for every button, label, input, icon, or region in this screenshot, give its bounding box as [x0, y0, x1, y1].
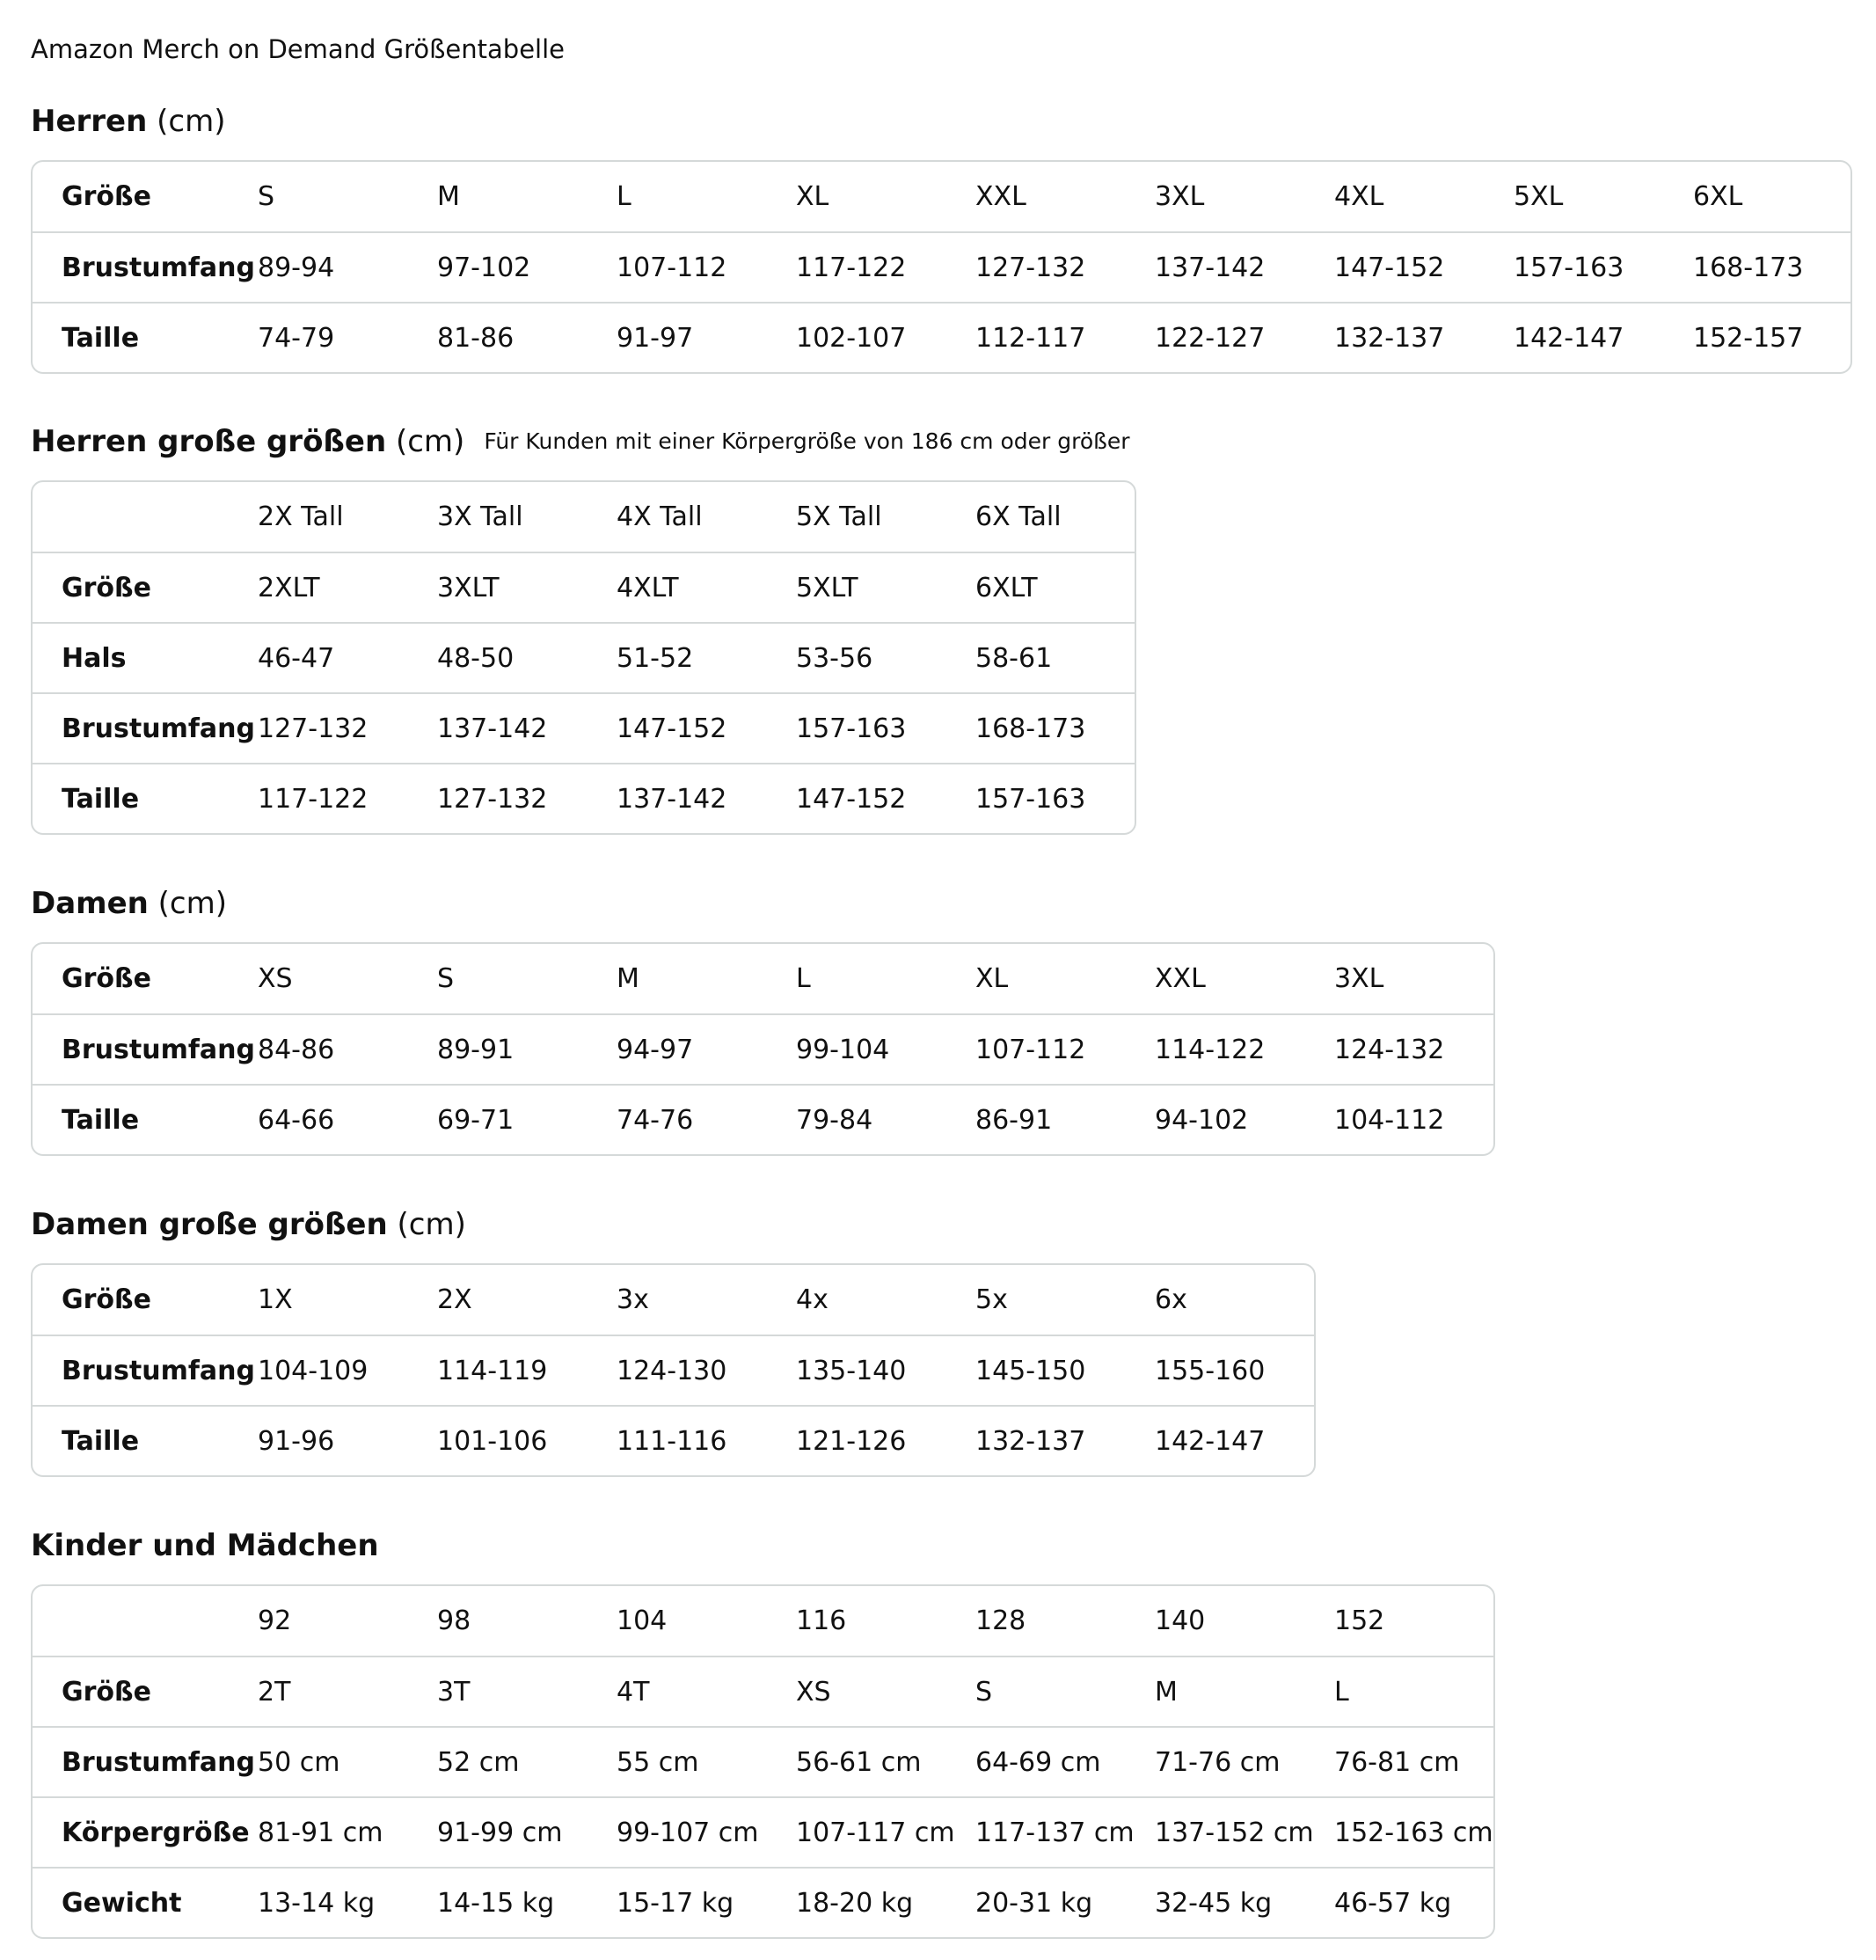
table-cell: 137-152 cm: [1155, 1817, 1314, 1848]
table-cell: 147-152: [617, 713, 727, 744]
table-cell: 137-142: [1155, 252, 1266, 283]
table-cell: 6X Tall: [975, 501, 1062, 532]
table-cell: 15-17 kg: [617, 1887, 734, 1919]
section-unit: (cm): [157, 886, 228, 921]
row-label: Taille: [62, 322, 140, 354]
table-cell: M: [617, 963, 639, 994]
table-row: [33, 1013, 1493, 1084]
table-cell: 3XLT: [437, 572, 500, 603]
row-label: Brustumfang: [62, 252, 255, 283]
table-cell: 124-132: [1334, 1034, 1445, 1065]
section-heading-damen: [31, 886, 227, 921]
row-label: Brustumfang: [62, 1034, 255, 1065]
table-cell: XL: [796, 181, 829, 212]
table-cell: 91-97: [617, 322, 694, 354]
table-cell: L: [617, 181, 631, 212]
table-cell: 97-102: [437, 252, 531, 283]
table-cell: 94-97: [617, 1034, 694, 1065]
table-cell: 3XL: [1334, 963, 1384, 994]
page-title: Amazon Merch on Demand Größentabelle: [31, 34, 565, 64]
table-row: [33, 1796, 1493, 1867]
table-cell: 5X Tall: [796, 501, 882, 532]
table-row: [33, 1405, 1314, 1475]
table-cell: 117-137 cm: [975, 1817, 1135, 1848]
size-table-herren: [31, 160, 1852, 374]
table-cell: XXL: [1155, 963, 1206, 994]
table-cell: XXL: [975, 181, 1026, 212]
table-row: [33, 1335, 1314, 1405]
size-table-herren-große-größen: [31, 480, 1136, 835]
table-row: [33, 1084, 1493, 1154]
table-cell: 107-112: [617, 252, 727, 283]
section-title: Damen große größen: [31, 1207, 388, 1242]
table-cell: 14-15 kg: [437, 1887, 555, 1919]
table-row: [33, 552, 1135, 622]
table-cell: M: [1155, 1676, 1178, 1708]
table-cell: 74-76: [617, 1104, 694, 1136]
table-cell: 89-91: [437, 1034, 515, 1065]
section-unit: (cm): [395, 424, 465, 459]
table-cell: 155-160: [1155, 1355, 1266, 1386]
table-cell: M: [437, 181, 460, 212]
table-cell: 98: [437, 1605, 471, 1636]
table-cell: 46-47: [258, 642, 335, 674]
table-cell: 2T: [258, 1676, 291, 1708]
table-row: [33, 162, 1850, 231]
section-unit: (cm): [397, 1207, 466, 1242]
table-row: [33, 622, 1135, 692]
table-cell: 92: [258, 1605, 292, 1636]
row-label: Brustumfang: [62, 1355, 255, 1386]
table-cell: 168-173: [1693, 252, 1804, 283]
table-cell: 107-117 cm: [796, 1817, 955, 1848]
table-cell: 140: [1155, 1605, 1206, 1636]
table-row: [33, 231, 1850, 302]
table-cell: 104-109: [258, 1355, 369, 1386]
table-cell: 114-119: [437, 1355, 548, 1386]
row-label: Hals: [62, 642, 127, 674]
table-cell: 4XLT: [617, 572, 679, 603]
table-cell: 79-84: [796, 1104, 873, 1136]
section-title: Kinder und Mädchen: [31, 1528, 379, 1563]
table-cell: 6XLT: [975, 572, 1038, 603]
table-cell: 4x: [796, 1284, 829, 1315]
table-cell: 1X: [258, 1284, 293, 1315]
table-cell: 157-163: [975, 783, 1086, 815]
row-label: Größe: [62, 572, 151, 603]
table-cell: 74-79: [258, 322, 335, 354]
table-cell: 122-127: [1155, 322, 1266, 354]
table-row: [33, 302, 1850, 372]
table-cell: S: [975, 1676, 993, 1708]
row-label: Brustumfang: [62, 713, 255, 744]
table-cell: 107-112: [975, 1034, 1086, 1065]
row-label: Taille: [62, 783, 140, 815]
table-cell: 145-150: [975, 1355, 1086, 1386]
table-cell: S: [437, 963, 455, 994]
table-cell: 89-94: [258, 252, 335, 283]
table-cell: 71-76 cm: [1155, 1746, 1281, 1778]
table-cell: 4X Tall: [617, 501, 703, 532]
table-cell: XS: [796, 1676, 831, 1708]
table-cell: S: [258, 181, 275, 212]
table-cell: 135-140: [796, 1355, 907, 1386]
table-cell: 128: [975, 1605, 1026, 1636]
table-cell: 50 cm: [258, 1746, 340, 1778]
table-cell: 112-117: [975, 322, 1086, 354]
table-row: [33, 1656, 1493, 1726]
table-cell: 142-147: [1155, 1425, 1266, 1457]
table-cell: 91-96: [258, 1425, 335, 1457]
table-cell: 4T: [617, 1676, 650, 1708]
table-cell: 132-137: [975, 1425, 1086, 1457]
section-heading-herren-große-größen: [31, 424, 1130, 459]
table-cell: 168-173: [975, 713, 1086, 744]
section-title: Herren: [31, 104, 148, 139]
table-cell: 3T: [437, 1676, 471, 1708]
table-cell: 3X Tall: [437, 501, 523, 532]
table-cell: 137-142: [437, 713, 548, 744]
table-cell: L: [796, 963, 811, 994]
table-cell: 147-152: [796, 783, 907, 815]
table-row: [33, 1726, 1493, 1796]
table-cell: 2X: [437, 1284, 472, 1315]
table-cell: 104-112: [1334, 1104, 1445, 1136]
row-label: Taille: [62, 1104, 140, 1136]
table-row: [33, 1867, 1493, 1937]
table-cell: 152: [1334, 1605, 1385, 1636]
table-cell: 48-50: [437, 642, 515, 674]
table-row: [33, 482, 1135, 552]
table-cell: 53-56: [796, 642, 873, 674]
table-cell: 132-137: [1334, 322, 1445, 354]
row-label: Brustumfang: [62, 1746, 255, 1778]
table-cell: 157-163: [796, 713, 907, 744]
table-cell: 142-147: [1514, 322, 1624, 354]
section-unit: (cm): [157, 104, 226, 139]
size-table-damen: [31, 942, 1495, 1156]
table-cell: L: [1334, 1676, 1349, 1708]
row-label: Gewicht: [62, 1887, 182, 1919]
table-cell: 102-107: [796, 322, 907, 354]
table-cell: 84-86: [258, 1034, 335, 1065]
table-cell: 99-107 cm: [617, 1817, 759, 1848]
table-cell: 4XL: [1334, 181, 1384, 212]
table-cell: 127-132: [437, 783, 548, 815]
table-cell: 56-61 cm: [796, 1746, 922, 1778]
table-cell: 46-57 kg: [1334, 1887, 1452, 1919]
table-cell: 32-45 kg: [1155, 1887, 1273, 1919]
table-cell: 117-122: [258, 783, 369, 815]
table-row: [33, 944, 1493, 1013]
row-label: Größe: [62, 1284, 151, 1315]
table-row: [33, 1265, 1314, 1335]
size-table-damen-große-größen: [31, 1263, 1316, 1477]
table-cell: 18-20 kg: [796, 1887, 914, 1919]
table-cell: 91-99 cm: [437, 1817, 563, 1848]
table-cell: 6x: [1155, 1284, 1187, 1315]
table-cell: 69-71: [437, 1104, 515, 1136]
table-cell: 6XL: [1693, 181, 1743, 212]
table-cell: 3x: [617, 1284, 649, 1315]
table-cell: 3XL: [1155, 181, 1205, 212]
section-heading-damen-große-größen: [31, 1207, 466, 1242]
table-cell: 64-69 cm: [975, 1746, 1101, 1778]
table-cell: 64-66: [258, 1104, 335, 1136]
table-cell: 104: [617, 1605, 668, 1636]
table-cell: 127-132: [258, 713, 369, 744]
table-cell: 137-142: [617, 783, 727, 815]
row-label: Körpergröße: [62, 1817, 250, 1848]
table-row: [33, 1586, 1493, 1656]
section-note: Für Kunden mit einer Körpergröße von 186 cm oder größer: [484, 428, 1130, 454]
table-cell: 127-132: [975, 252, 1086, 283]
row-label: Taille: [62, 1425, 140, 1457]
table-row: [33, 763, 1135, 833]
table-cell: 116: [796, 1605, 847, 1636]
table-cell: 13-14 kg: [258, 1887, 376, 1919]
table-cell: 51-52: [617, 642, 694, 674]
table-cell: 94-102: [1155, 1104, 1249, 1136]
table-cell: 58-61: [975, 642, 1053, 674]
table-cell: 147-152: [1334, 252, 1445, 283]
table-cell: 5x: [975, 1284, 1008, 1315]
table-row: [33, 692, 1135, 763]
table-cell: 76-81 cm: [1334, 1746, 1460, 1778]
table-cell: 81-86: [437, 322, 515, 354]
table-cell: 52 cm: [437, 1746, 520, 1778]
table-cell: 111-116: [617, 1425, 727, 1457]
table-cell: 20-31 kg: [975, 1887, 1093, 1919]
table-cell: 55 cm: [617, 1746, 699, 1778]
table-cell: 2XLT: [258, 572, 320, 603]
section-title: Damen: [31, 886, 149, 921]
table-cell: 124-130: [617, 1355, 727, 1386]
table-cell: XS: [258, 963, 293, 994]
row-label: Größe: [62, 963, 151, 994]
table-cell: 157-163: [1514, 252, 1624, 283]
table-cell: 114-122: [1155, 1034, 1266, 1065]
size-table-kinder-und-mädchen: [31, 1584, 1495, 1939]
table-cell: 81-91 cm: [258, 1817, 383, 1848]
table-cell: 152-163 cm: [1334, 1817, 1493, 1848]
table-cell: 5XLT: [796, 572, 858, 603]
row-label: Größe: [62, 181, 151, 212]
row-label: Größe: [62, 1676, 151, 1708]
table-cell: 121-126: [796, 1425, 907, 1457]
section-title: Herren große größen: [31, 424, 387, 459]
table-cell: 5XL: [1514, 181, 1564, 212]
table-cell: 2X Tall: [258, 501, 344, 532]
table-cell: 101-106: [437, 1425, 548, 1457]
table-cell: 152-157: [1693, 322, 1804, 354]
table-cell: XL: [975, 963, 1009, 994]
table-cell: 86-91: [975, 1104, 1053, 1136]
section-heading-herren: [31, 104, 225, 139]
table-cell: 117-122: [796, 252, 907, 283]
section-heading-kinder-und-mädchen: [31, 1528, 379, 1563]
table-cell: 99-104: [796, 1034, 890, 1065]
